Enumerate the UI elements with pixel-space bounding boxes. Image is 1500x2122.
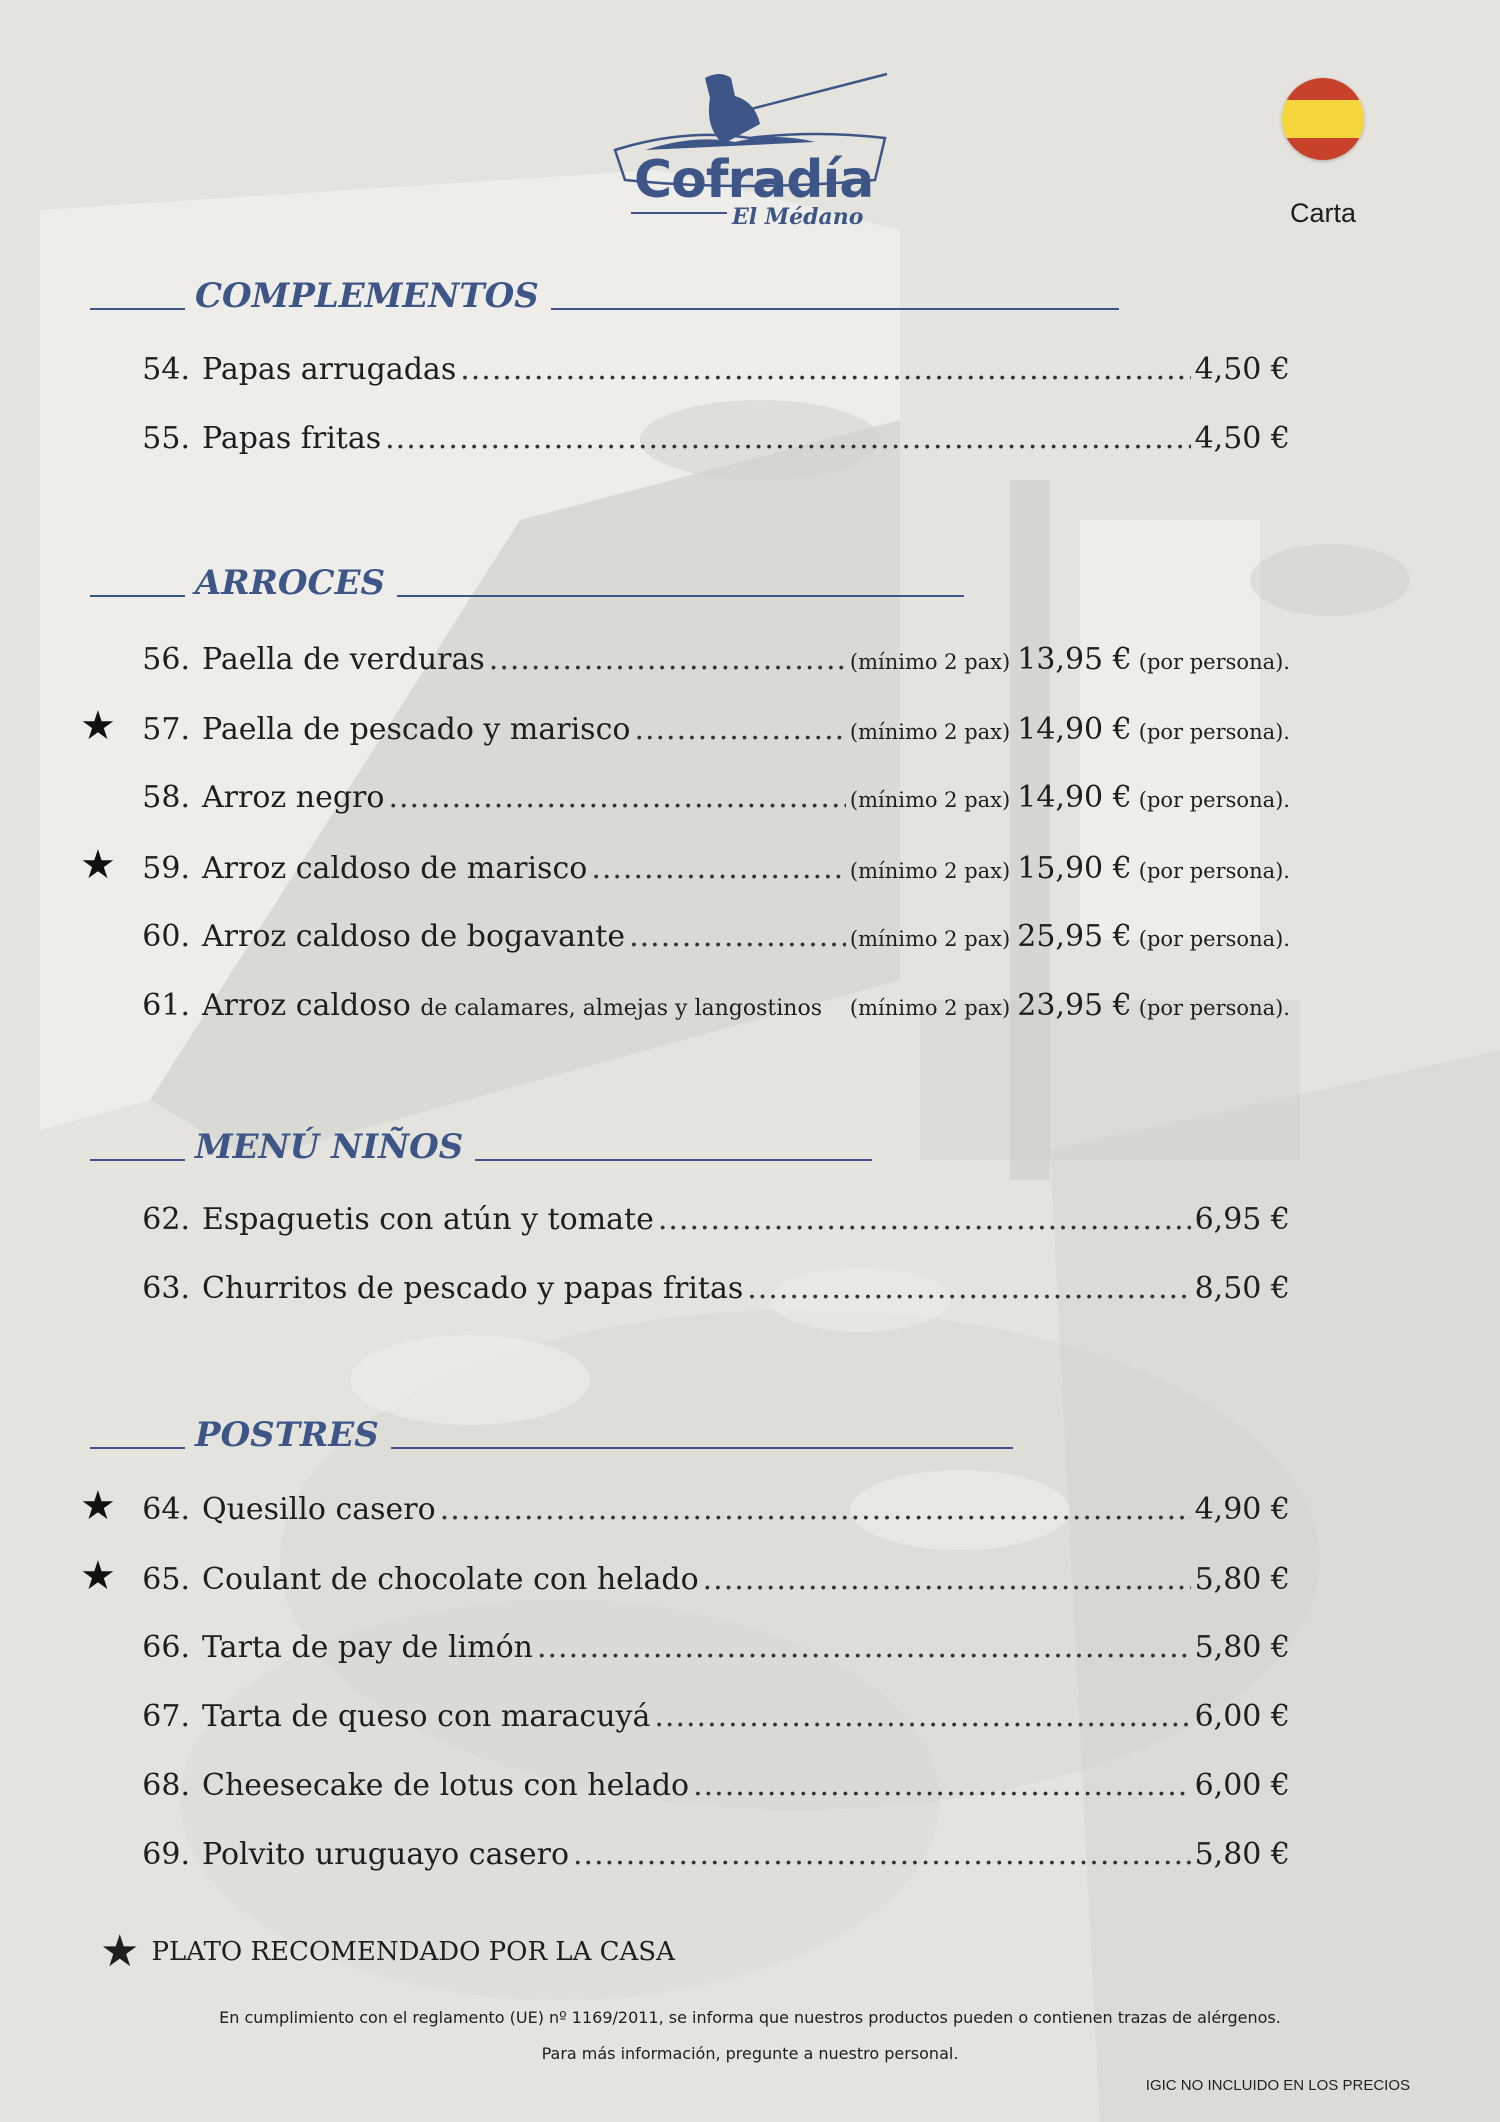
- item-name: Arroz caldoso de marisco: [202, 851, 588, 886]
- logo-wordmark: Cofradía: [634, 150, 874, 210]
- item-name: Churritos de pescado y papas fritas: [202, 1271, 744, 1306]
- item-minimum-note: (mínimo 2 pax): [849, 927, 1011, 951]
- menu-item: [80, 1271, 1290, 1315]
- menu-item: [80, 1768, 1290, 1812]
- menu-item: [80, 1630, 1290, 1674]
- dot-leader: [460, 352, 1190, 387]
- item-price: 6,00 €: [1194, 1768, 1290, 1803]
- item-number: 63.: [142, 1271, 190, 1306]
- legend-text: PLATO RECOMENDADO POR LA CASA: [151, 1937, 675, 1967]
- item-per-person-note: (por persona).: [1138, 720, 1290, 744]
- item-per-person-note: (por persona).: [1138, 996, 1290, 1020]
- section-title: MENÚ NIÑOS: [195, 1127, 464, 1167]
- item-per-person-note: (por persona).: [1138, 650, 1290, 674]
- heading-rule-right: [391, 1447, 1013, 1449]
- item-number: 68.: [142, 1768, 190, 1803]
- section-title: POSTRES: [195, 1415, 379, 1455]
- dot-leader: [654, 1699, 1190, 1734]
- dot-leader: [489, 642, 846, 677]
- recommended-star-icon: ★: [80, 1483, 116, 1529]
- menu-item: [80, 1483, 1290, 1535]
- menu-item: [80, 642, 1290, 686]
- section-heading-postres: [90, 1411, 1013, 1455]
- item-name: Paella de verduras: [202, 642, 485, 677]
- item-number: 62.: [142, 1202, 190, 1237]
- item-number: 57.: [142, 712, 190, 747]
- item-price: 14,90 €: [1017, 712, 1132, 747]
- menu-item: [80, 780, 1290, 824]
- item-minimum-note: (mínimo 2 pax): [849, 720, 1011, 744]
- dot-leader: [591, 851, 846, 886]
- menu-item: [80, 1553, 1290, 1605]
- recommended-star-icon: ★: [80, 703, 116, 749]
- menu-item: [80, 842, 1290, 894]
- item-price: 6,00 €: [1194, 1699, 1290, 1734]
- recommended-star-icon: ★: [80, 1553, 116, 1599]
- item-name: Tarta de pay de limón: [202, 1630, 533, 1665]
- item-name-main: Arroz caldoso: [202, 988, 411, 1023]
- item-number: 66.: [142, 1630, 190, 1665]
- item-number: 69.: [142, 1837, 190, 1872]
- dot-leader: [629, 919, 846, 954]
- heading-rule-left: [90, 595, 185, 597]
- item-name: [202, 988, 822, 1023]
- recommended-legend: [100, 1926, 675, 1977]
- item-price: 23,95 €: [1017, 988, 1132, 1023]
- item-per-person-note: (por persona).: [1138, 927, 1290, 951]
- item-number: 65.: [142, 1562, 190, 1597]
- dot-leader: [703, 1562, 1191, 1597]
- dot-leader: [747, 1271, 1190, 1306]
- item-number: 61.: [142, 988, 190, 1023]
- item-name: Arroz negro: [202, 780, 385, 815]
- item-minimum-note: (mínimo 2 pax): [849, 859, 1011, 883]
- section-heading-menu-ninos: [90, 1123, 872, 1167]
- item-name: Polvito uruguayo casero: [202, 1837, 570, 1872]
- item-name: Paella de pescado y marisco: [202, 712, 631, 747]
- item-number: 60.: [142, 919, 190, 954]
- item-name: Papas fritas: [202, 421, 382, 456]
- spain-flag-icon[interactable]: [1282, 78, 1364, 160]
- item-minimum-note: (mínimo 2 pax): [849, 996, 1011, 1020]
- item-name: Tarta de queso con maracuyá: [202, 1699, 651, 1734]
- logo-subtitle: El Médano: [732, 204, 864, 230]
- item-name-detail: de calamares, almejas y langostinos: [420, 996, 822, 1021]
- item-price: 5,80 €: [1194, 1630, 1290, 1665]
- item-number: 56.: [142, 642, 190, 677]
- heading-rule-left: [90, 1447, 185, 1449]
- heading-rule-right: [551, 308, 1119, 310]
- item-number: 58.: [142, 780, 190, 815]
- menu-item: [80, 1837, 1290, 1881]
- item-price: 8,50 €: [1194, 1271, 1290, 1306]
- tax-note: IGIC NO INCLUIDO EN LOS PRECIOS: [1145, 2077, 1410, 2094]
- item-number: 64.: [142, 1492, 190, 1527]
- menu-item: [80, 703, 1290, 755]
- dot-leader: [573, 1837, 1191, 1872]
- dot-leader: [658, 1202, 1191, 1237]
- heading-rule-left: [90, 1159, 185, 1161]
- item-price: 5,80 €: [1194, 1562, 1290, 1597]
- item-price: 4,50 €: [1194, 421, 1290, 456]
- item-price: 14,90 €: [1017, 780, 1132, 815]
- dot-leader: [440, 1492, 1191, 1527]
- heading-rule-left: [90, 308, 185, 310]
- section-title: COMPLEMENTOS: [195, 276, 539, 316]
- section-heading-complementos: [90, 272, 1119, 316]
- dot-leader: [537, 1630, 1191, 1665]
- menu-item: [80, 1699, 1290, 1743]
- item-name: Quesillo casero: [202, 1492, 436, 1527]
- menu-item: [80, 988, 1290, 1032]
- section-heading-arroces: [90, 559, 964, 603]
- item-name: Coulant de chocolate con helado: [202, 1562, 699, 1597]
- item-price: 4,50 €: [1194, 352, 1290, 387]
- dot-leader: [693, 1768, 1190, 1803]
- staff-info-note: Para más información, pregunte a nuestro personal.: [541, 2044, 959, 2063]
- item-price: 5,80 €: [1194, 1837, 1290, 1872]
- item-name: Papas arrugadas: [202, 352, 457, 387]
- menu-item: [80, 1202, 1290, 1246]
- item-per-person-note: (por persona).: [1138, 788, 1290, 812]
- menu-item: [80, 919, 1290, 963]
- dot-leader: [385, 421, 1190, 456]
- item-price: 6,95 €: [1194, 1202, 1290, 1237]
- allergen-notice: En cumplimiento con el reglamento (UE) nº 1169/2011, se informa que nuestros productos pueden o contienen trazas de alérgenos.: [219, 2008, 1281, 2027]
- item-name: Espaguetis con atún y tomate: [202, 1202, 654, 1237]
- item-number: 67.: [142, 1699, 190, 1734]
- heading-rule-right: [397, 595, 964, 597]
- item-price: 13,95 €: [1017, 642, 1132, 677]
- item-name: Arroz caldoso de bogavante: [202, 919, 626, 954]
- recommended-star-icon: ★: [100, 1926, 140, 1977]
- item-price: 4,90 €: [1194, 1492, 1290, 1527]
- item-number: 54.: [142, 352, 190, 387]
- item-minimum-note: (mínimo 2 pax): [849, 650, 1011, 674]
- carta-label: Carta: [1289, 198, 1357, 228]
- item-number: 59.: [142, 851, 190, 886]
- recommended-star-icon: ★: [80, 842, 116, 888]
- dot-leader: [634, 712, 845, 747]
- item-name: Cheesecake de lotus con helado: [202, 1768, 690, 1803]
- item-minimum-note: (mínimo 2 pax): [849, 788, 1011, 812]
- section-title: ARROCES: [195, 563, 386, 603]
- dot-leader: [388, 780, 845, 815]
- item-price: 15,90 €: [1017, 851, 1132, 886]
- heading-rule-right: [475, 1159, 872, 1161]
- menu-item: [80, 352, 1290, 396]
- item-price: 25,95 €: [1017, 919, 1132, 954]
- menu-item: [80, 421, 1290, 465]
- item-per-person-note: (por persona).: [1138, 859, 1290, 883]
- item-number: 55.: [142, 421, 190, 456]
